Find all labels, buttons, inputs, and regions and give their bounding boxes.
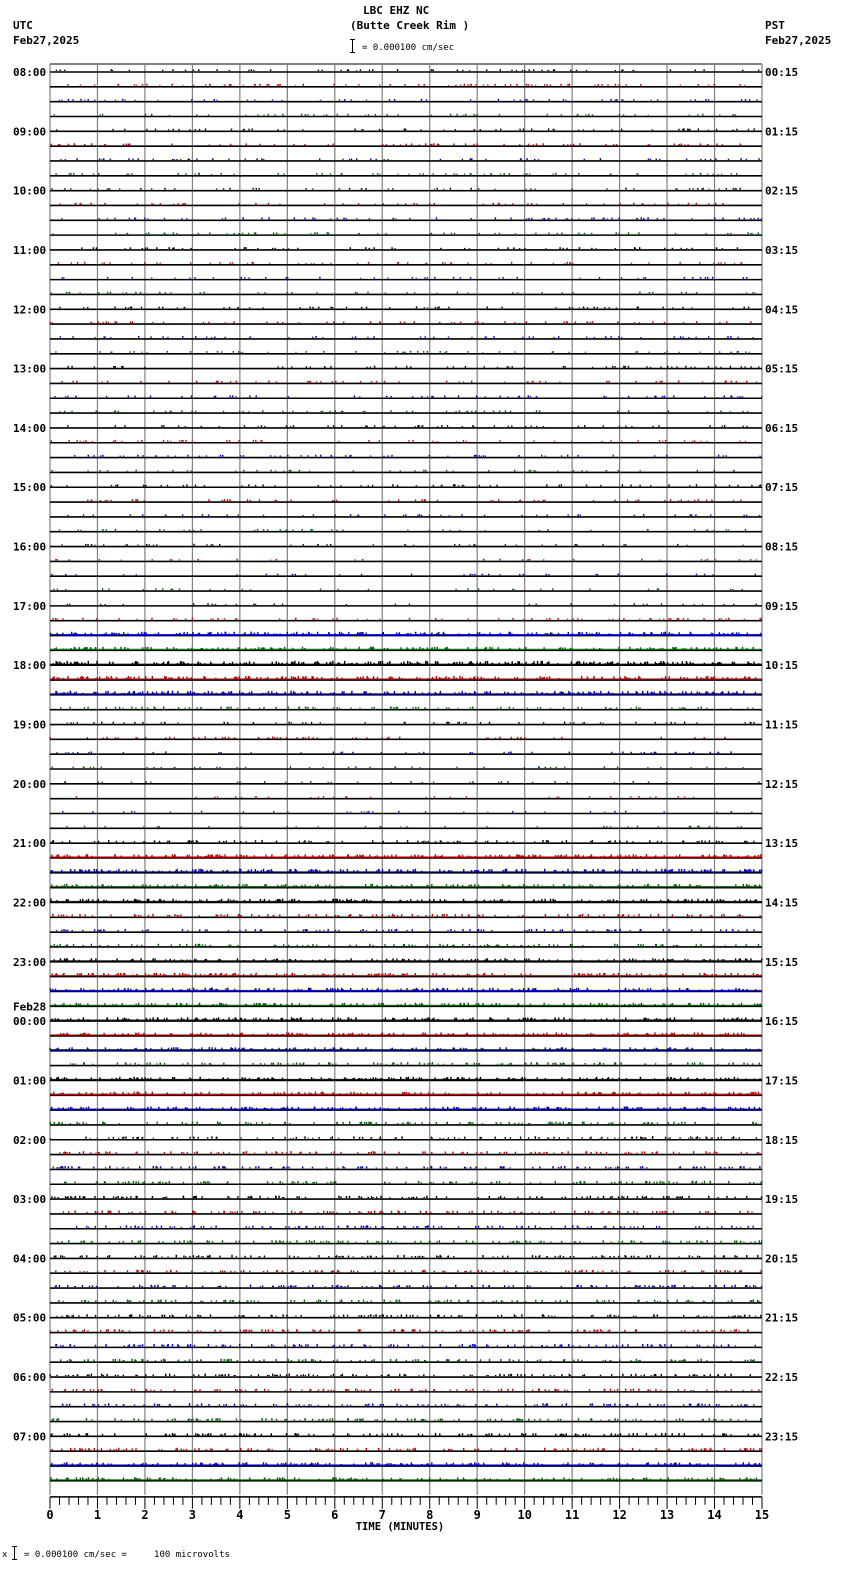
svg-text:15: 15 (754, 1507, 770, 1522)
svg-text:19:15: 19:15 (765, 1193, 799, 1207)
svg-text:1: 1 (93, 1507, 102, 1522)
svg-text:14:00: 14:00 (13, 421, 47, 435)
svg-text:10:15: 10:15 (765, 659, 799, 673)
svg-text:01:00: 01:00 (13, 1074, 47, 1088)
svg-text:20:15: 20:15 (765, 1252, 799, 1266)
svg-text:6: 6 (331, 1507, 339, 1522)
footer-legend-prefix: x (2, 1550, 8, 1560)
scale-text: = 0.000100 cm/sec (362, 43, 455, 53)
svg-text:07:15: 07:15 (765, 481, 799, 495)
left-timezone: UTC (13, 19, 33, 32)
svg-text:00:15: 00:15 (765, 66, 799, 79)
svg-text:23:00: 23:00 (13, 955, 47, 969)
svg-text:06:00: 06:00 (13, 1371, 47, 1385)
svg-text:08:15: 08:15 (765, 540, 799, 554)
svg-text:10: 10 (517, 1507, 532, 1522)
right-timezone: PST (765, 19, 785, 32)
svg-text:15:15: 15:15 (765, 955, 799, 969)
svg-text:17:00: 17:00 (13, 599, 47, 613)
svg-text:13: 13 (659, 1507, 675, 1522)
svg-text:14: 14 (707, 1507, 722, 1522)
svg-text:18:00: 18:00 (13, 659, 47, 673)
svg-text:12: 12 (612, 1507, 627, 1522)
svg-text:12:00: 12:00 (13, 303, 47, 317)
svg-text:09:00: 09:00 (13, 125, 47, 139)
svg-text:3: 3 (188, 1507, 197, 1522)
svg-text:13:15: 13:15 (765, 837, 799, 851)
left-date: Feb27,2025 (13, 34, 80, 47)
svg-text:10:00: 10:00 (13, 184, 47, 198)
svg-text:20:00: 20:00 (13, 777, 47, 791)
svg-text:09:15: 09:15 (765, 599, 799, 613)
svg-text:03:15: 03:15 (765, 243, 799, 257)
svg-text:16:00: 16:00 (13, 540, 47, 554)
svg-text:06:15: 06:15 (765, 421, 799, 435)
station-title: LBC EHZ NC (363, 4, 430, 17)
svg-text:22:00: 22:00 (13, 896, 47, 910)
svg-text:TIME (MINUTES): TIME (MINUTES) (355, 1520, 445, 1533)
svg-text:23:15: 23:15 (765, 1430, 799, 1444)
svg-text:11:15: 11:15 (765, 718, 799, 732)
footer-legend: = 0.000100 cm/sec = 100 microvolts (24, 1550, 230, 1560)
svg-text:21:00: 21:00 (13, 837, 47, 851)
svg-text:08:00: 08:00 (13, 66, 47, 79)
svg-text:05:00: 05:00 (13, 1311, 47, 1325)
svg-text:00:00: 00:00 (13, 1015, 47, 1029)
svg-text:13:00: 13:00 (13, 362, 47, 376)
right-date: Feb27,2025 (765, 34, 832, 47)
svg-text:14:15: 14:15 (765, 896, 799, 910)
svg-text:18:15: 18:15 (765, 1133, 799, 1147)
svg-text:8: 8 (426, 1507, 434, 1522)
svg-text:07:00: 07:00 (13, 1430, 47, 1444)
svg-text:04:00: 04:00 (13, 1252, 47, 1266)
svg-text:0: 0 (46, 1507, 54, 1522)
svg-text:16:15: 16:15 (765, 1015, 799, 1029)
minute-gridlines (50, 64, 762, 1495)
svg-text:17:15: 17:15 (765, 1074, 799, 1088)
seismic-traces (50, 69, 762, 1481)
svg-text:11: 11 (564, 1507, 580, 1522)
svg-text:02:00: 02:00 (13, 1133, 47, 1147)
svg-text:03:00: 03:00 (13, 1193, 47, 1207)
svg-text:04:15: 04:15 (765, 303, 799, 317)
footer-scale-bar-icon (14, 1546, 20, 1560)
svg-text:11:00: 11:00 (13, 243, 47, 257)
svg-text:02:15: 02:15 (765, 184, 799, 198)
svg-text:5: 5 (283, 1507, 291, 1522)
svg-text:2: 2 (141, 1507, 149, 1522)
svg-text:15:00: 15:00 (13, 481, 47, 495)
svg-text:21:15: 21:15 (765, 1311, 799, 1325)
svg-text:19:00: 19:00 (13, 718, 47, 732)
svg-text:01:15: 01:15 (765, 125, 799, 139)
station-location: (Butte Creek Rim ) (350, 19, 470, 32)
svg-text:4: 4 (236, 1507, 244, 1522)
svg-text:12:15: 12:15 (765, 777, 799, 791)
svg-text:22:15: 22:15 (765, 1371, 799, 1385)
svg-text:Feb28: Feb28 (13, 1000, 47, 1014)
svg-text:9: 9 (473, 1507, 481, 1522)
svg-text:05:15: 05:15 (765, 362, 799, 376)
time-axis (46, 1497, 769, 1533)
svg-text:7: 7 (378, 1507, 386, 1522)
